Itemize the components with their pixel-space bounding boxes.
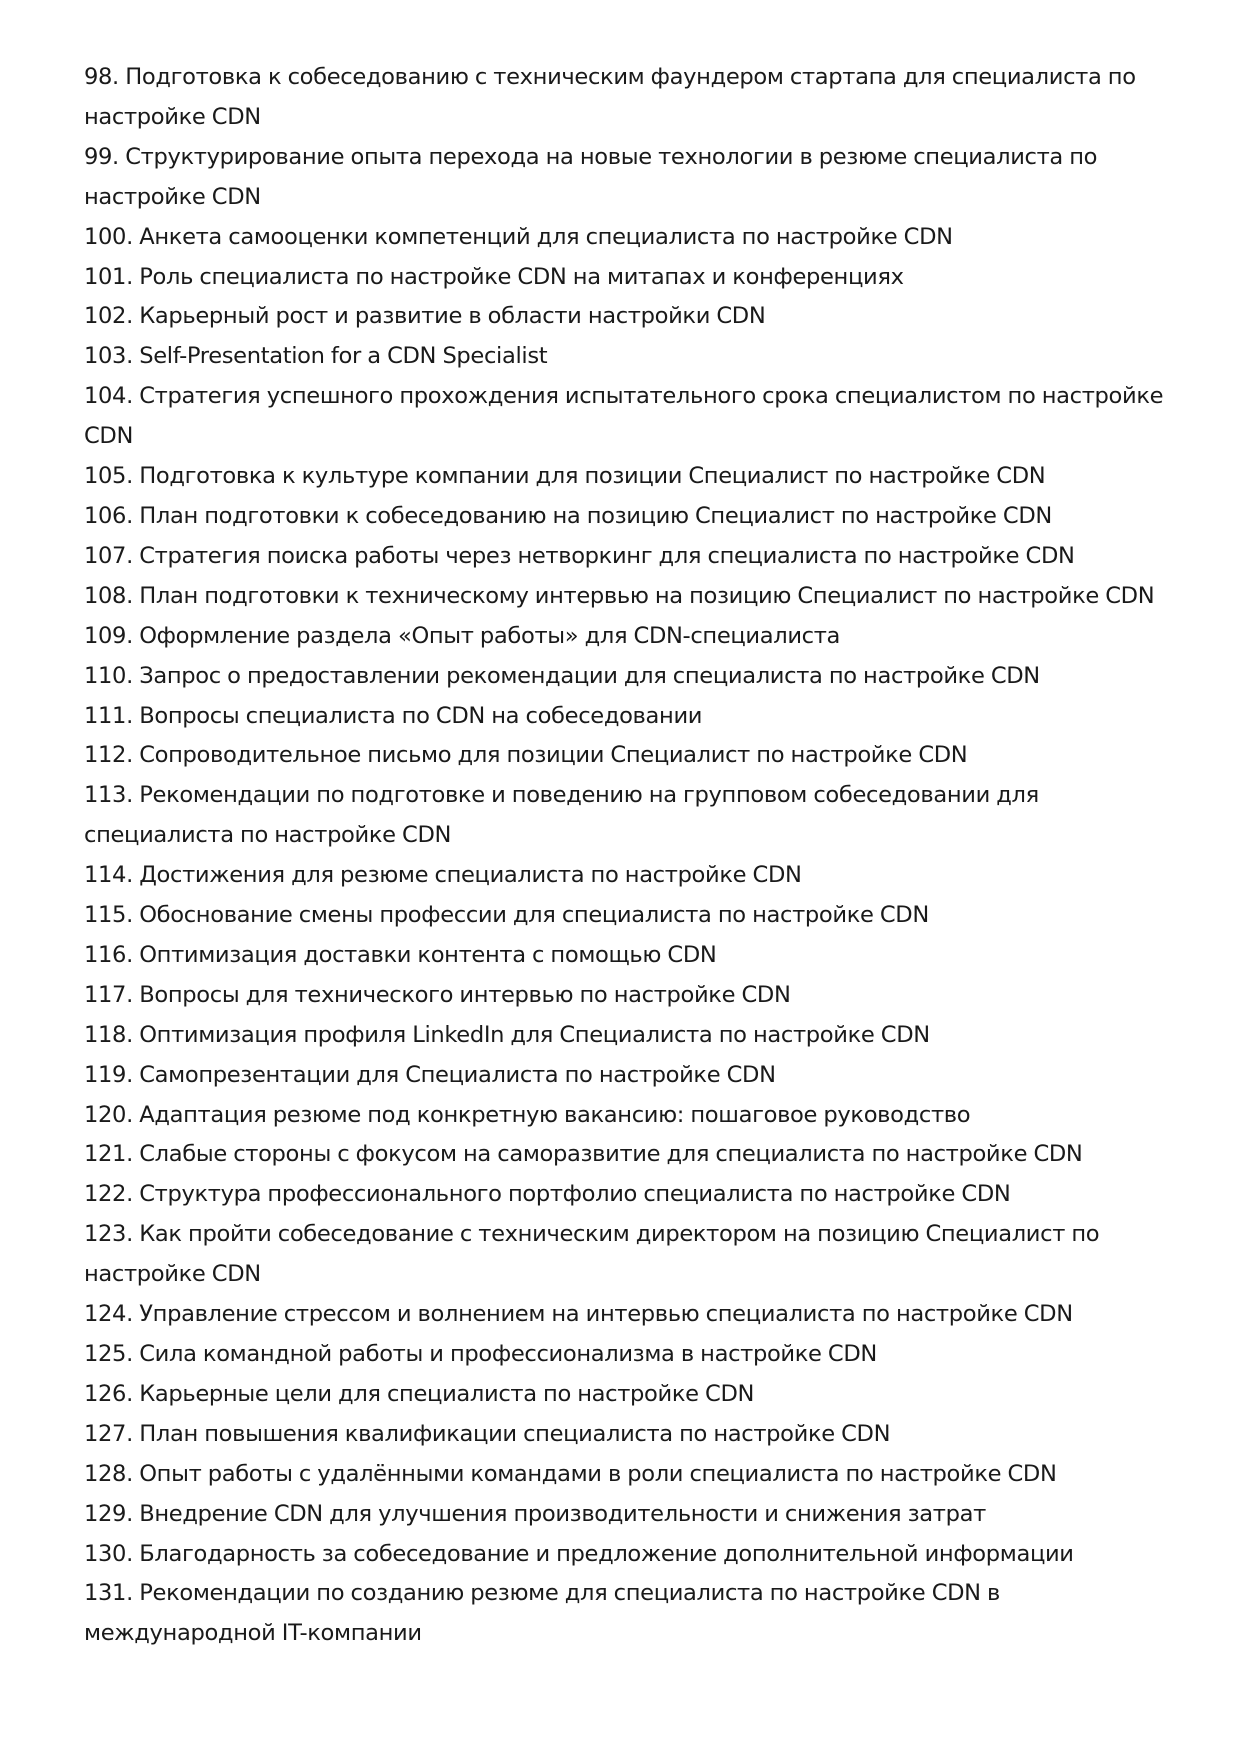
list-item: 105. Подготовка к культуре компании для позиции Специалист по настройке CDN — [84, 463, 1046, 490]
list-item: 113. Рекомендации по подготовке и поведению на групповом собеседовании для специалиста по настройке CDN — [84, 782, 1039, 849]
document-page — [84, 58, 1164, 1654]
list-item: 108. План подготовки к техническому интервью на позицию Специалист по настройке CDN — [84, 582, 1155, 609]
list-item: 101. Роль специалиста по настройке CDN на митапах и конференциях — [84, 263, 904, 290]
list-item: 131. Рекомендации по созданию резюме для специалиста по настройке CDN в международной IT-компании — [84, 1580, 1001, 1647]
list-item: 99. Структурирование опыта перехода на новые технологии в резюме специалиста по настройке CDN — [84, 143, 1098, 210]
list-item: 124. Управление стрессом и волнением на интервью специалиста по настройке CDN — [84, 1301, 1073, 1328]
list-item: 125. Сила командной работы и профессионализма в настройке CDN — [84, 1341, 877, 1367]
list-item: 102. Карьерный рост и развитие в области настройки CDN — [84, 303, 766, 330]
list-item: 104. Стратегия успешного прохождения испытательного срока специалистом по настройке CDN — [84, 383, 1164, 450]
list-item: 122. Структура профессионального портфолио специалиста по настройке CDN — [84, 1181, 1011, 1208]
list-item: 119. Самопрезентации для Специалиста по настройке CDN — [84, 1061, 776, 1088]
list-item: 109. Оформление раздела «Опыт работы» для CDN-специалиста — [84, 622, 841, 649]
list-item: 107. Стратегия поиска работы через нетворкинг для специалиста по настройке CDN — [84, 542, 1075, 569]
list-item: 123. Как пройти собеседование с техническим директором на позицию Специалист по настройке CDN — [84, 1221, 1100, 1288]
list-item: 98. Подготовка к собеседованию с техническим фаундером стартапа для специалиста по настройке CDN — [84, 64, 1136, 130]
list-item: 106. План подготовки к собеседованию на позицию Специалист по настройке CDN — [84, 502, 1052, 529]
list-item: 129. Внедрение CDN для улучшения производительности и снижения затрат — [84, 1500, 986, 1527]
list-item: 127. План повышения квалификации специалиста по настройке CDN — [84, 1420, 891, 1447]
list-item: 114. Достижения для резюме специалиста по настройке CDN — [84, 862, 802, 889]
list-item: 116. Оптимизация доставки контента с помощью CDN — [84, 941, 717, 968]
list-item: 128. Опыт работы с удалёнными командами в роли специалиста по настройке CDN — [84, 1460, 1057, 1487]
list-item: 100. Анкета самооценки компетенций для специалиста по настройке CDN — [84, 223, 953, 250]
list-item: 118. Оптимизация профиля LinkedIn для Специалиста по настройке CDN — [84, 1021, 930, 1048]
list-item: 112. Сопроводительное письмо для позиции Специалист по настройке CDN — [84, 742, 968, 769]
list-item: 110. Запрос о предоставлении рекомендации для специалиста по настройке CDN — [84, 662, 1040, 689]
list-item: 121. Слабые стороны с фокусом на саморазвитие для специалиста по настройке CDN — [84, 1141, 1083, 1168]
list-item: 120. Адаптация резюме под конкретную вакансию: пошаговое руководство — [84, 1101, 971, 1128]
list-item: 130. Благодарность за собеседование и предложение дополнительной информации — [84, 1540, 1074, 1567]
list-item: 111. Вопросы специалиста по CDN на собеседовании — [84, 702, 703, 729]
list-item: 103. Self-Presentation for a CDN Specialist — [84, 343, 548, 370]
list-item: 126. Карьерные цели для специалиста по настройке CDN — [84, 1380, 755, 1407]
list-item: 117. Вопросы для технического интервью по настройке CDN — [84, 981, 791, 1008]
list-item: 115. Обоснование смены профессии для специалиста по настройке CDN — [84, 902, 929, 929]
